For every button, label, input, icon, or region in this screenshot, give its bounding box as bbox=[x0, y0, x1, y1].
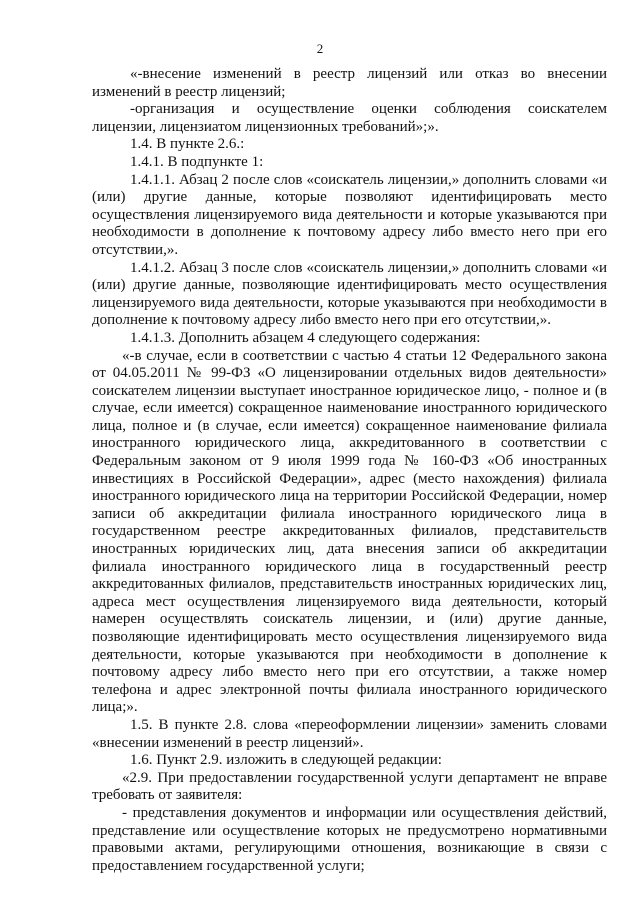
paragraph-item-1: «-внесение изменений в реестр лицензий или отказ во внесении изменений в реестр лицензий; bbox=[92, 66, 607, 100]
paragraph-2-9: «2.9. При предоставлении государственной услуги департамент не вправе требовать от заявителя: bbox=[92, 769, 607, 804]
paragraph-1-4-1-2: 1.4.1.2. Абзац 3 после слов «соискатель лицензии,» дополнить словами «и (или) другие данные, позволяющие идентифицировать место осуществления лицензируемого вида деятельности, которые указываются при необходимости в дополнение к почтовому адресу либо вместо него при его отсутствии,». bbox=[92, 259, 607, 329]
document-body bbox=[92, 66, 607, 875]
paragraph-1-4-1-3: 1.4.1.3. Дополнить абзацем 4 следующего содержания: bbox=[130, 329, 481, 346]
paragraph-1-4-1: 1.4.1. В подпункте 1: bbox=[130, 153, 264, 170]
paragraph-1-6: 1.6. Пункт 2.9. изложить в следующей редакции: bbox=[130, 752, 442, 769]
paragraph-1-4: 1.4. В пункте 2.6.: bbox=[130, 136, 245, 153]
paragraph-1-5: 1.5. В пункте 2.8. слова «переоформлении лицензии» заменить словами «внесении изменений в реестр лицензий». bbox=[92, 716, 607, 751]
page-number: 2 bbox=[316, 41, 324, 56]
paragraph-2-9-item-1: - представления документов и информации или осуществления действий, представление или осуществление которых не предусмотрено нормативными правовыми актами, регулирующими отношения, возникающие в связи с предоставлением государственной услуги; bbox=[92, 804, 607, 874]
paragraph-item-2: -организация и осуществление оценки соблюдения соискателем лицензии, лицензиатом лицензионных требований»;». bbox=[92, 101, 607, 135]
paragraph-quoted-abzac-4: «-в случае, если в соответствии с частью 4 статьи 12 Федерального закона от 04.05.2011 № 99-ФЗ «О лицензировании отдельных видов деятельности» соискателем лицензии выступает иностранное юридическое лицо, - полное и (в случае, если имеется) сокращенное наименование иностранного юридического лица, полное и (в случае, если имеется) сокращенное наименование филиала иностранного юридического лица, аккредитованного в соответствии с Федеральным законом от 9 июля 1999 года № 160-ФЗ «Об иностранных инвестициях в Российской Федерации», адрес (место нахождения) филиала иностранного юридического лица на территории Российской Федерации, номер записи об аккредитации филиала иностранного юридического лица в государственном реестре аккредитованных филиалов, представительств иностранных юридических лиц, дата внесения записи об аккредитации филиала иностранного юридического лица в государственный реестр аккредитованных филиалов, представительств иностранных юридических лиц, адреса мест осуществления лицензируемого вида деятельности, который намерен осуществлять соискатель лицензии, и (или) другие данные, позволяющие идентифицировать место осуществления лицензируемого вида деятельности, которые указываются при необходимости в дополнение к почтовому адресу либо вместо него при его отсутствии, а также номер телефона и адрес электронной почты филиала иностранного юридического лица;». bbox=[92, 347, 607, 716]
paragraph-1-4-1-1: 1.4.1.1. Абзац 2 после слов «соискатель лицензии,» дополнить словами «и (или) другие данные, которые позволяют идентифицировать место осуществления лицензируемого вида деятельности и которые указываются при необходимости в дополнение к почтовому адресу либо вместо него при его отсутствии,». bbox=[92, 171, 607, 258]
